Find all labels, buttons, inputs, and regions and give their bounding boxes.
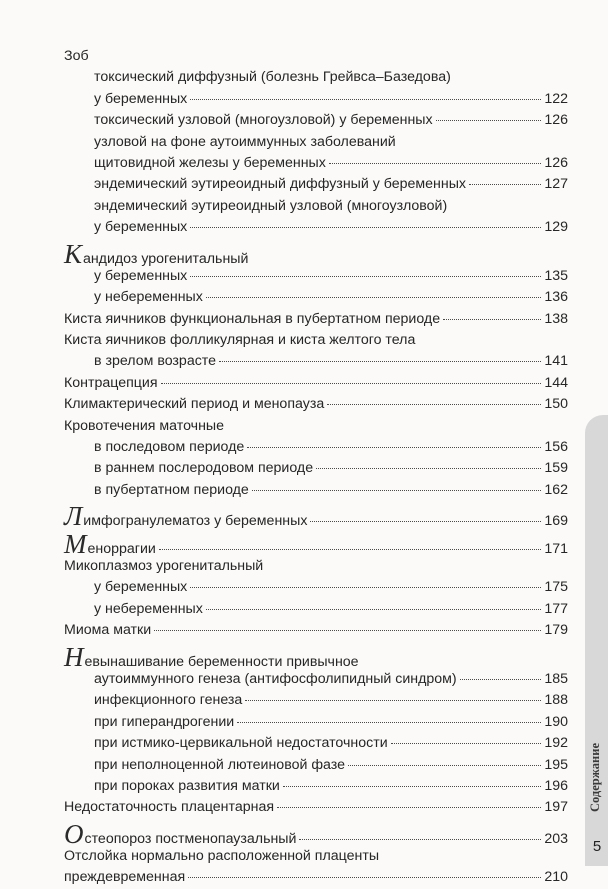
toc-entry: [64, 174, 568, 195]
toc-entry-text: Зоб: [64, 48, 89, 64]
toc-entry-text: при пороках развития матки: [94, 777, 280, 794]
toc-entry: [64, 620, 568, 641]
toc-page-number: 150: [544, 396, 568, 413]
toc-entry-text: у беременных: [94, 579, 188, 596]
toc-page-number: 190: [544, 713, 568, 730]
toc-entry: [64, 458, 568, 479]
toc-entry: [64, 437, 568, 458]
toc-entry: [64, 690, 568, 711]
side-tab-label: Содержание: [588, 742, 602, 812]
toc-entry: [64, 599, 568, 620]
toc-entry: [64, 46, 568, 67]
toc-entry: [64, 394, 568, 415]
toc-page-number: 126: [544, 112, 568, 129]
toc-page-number: 122: [544, 90, 568, 107]
toc-entry-text: у беременных: [94, 219, 188, 236]
toc-page-number: 141: [544, 353, 568, 370]
toc-entry: [64, 351, 568, 372]
toc-entry-text: аутоиммунного генеза (антифосфолипидный синдром): [94, 670, 457, 687]
toc-entry-text: эндемический эутиреоидный узловой (многоузловой): [94, 197, 448, 214]
toc-entry: [64, 238, 568, 269]
toc-entry-text: в зрелом возрасте: [94, 353, 217, 370]
dot-leader: [348, 765, 541, 766]
toc-entry: [64, 733, 568, 754]
toc-entry-text: Контрацепция: [64, 374, 158, 391]
toc-entry: [64, 818, 568, 849]
toc-entry: [64, 556, 568, 577]
toc-entry-text: эндемический эутиреоидный диффузный у беременных: [94, 176, 466, 193]
dot-leader: [316, 468, 541, 469]
toc-page-number: 126: [544, 154, 568, 171]
toc-page-number: 197: [544, 799, 568, 816]
dot-leader: [219, 361, 541, 362]
dot-leader: [247, 447, 541, 448]
dot-leader: [460, 679, 542, 680]
toc-entry: [64, 309, 568, 330]
toc-entry-text: андидоз урогенитальный: [82, 250, 249, 267]
dot-leader: [299, 839, 541, 840]
toc-entry-text: еноррагии: [87, 540, 156, 557]
toc-entry-text: Климактерический период и менопауза: [64, 396, 325, 413]
toc-entry: [64, 712, 568, 733]
dot-leader: [252, 490, 542, 491]
toc-entry: [64, 776, 568, 797]
toc-entry-text: у небеременных: [94, 600, 203, 617]
toc-entry: [64, 287, 568, 308]
dot-leader: [327, 404, 541, 405]
dot-leader: [154, 630, 541, 631]
toc-entry-text: у беременных: [94, 267, 188, 284]
toc-page-number: 196: [544, 777, 568, 794]
toc-entry-text: Микоплазмоз урогенитальный: [64, 557, 264, 574]
dot-leader: [237, 722, 541, 723]
toc-page-number: 203: [544, 830, 568, 847]
dot-leader: [190, 99, 541, 100]
dot-leader: [159, 549, 542, 550]
toc-entry: [64, 110, 568, 131]
toc-entry-text: у небеременных: [94, 289, 203, 306]
dot-leader: [277, 807, 541, 808]
toc-entry: [64, 501, 568, 532]
toc-entry: [64, 330, 568, 351]
toc-entry-text: при неполноценной лютеиновой фазе: [94, 756, 345, 773]
toc-entry-text: при истмико-цервикальной недостаточности: [94, 735, 388, 752]
toc-entry: [64, 132, 568, 153]
dot-leader: [391, 743, 542, 744]
toc-page-number: 159: [544, 460, 568, 477]
dot-leader: [245, 700, 541, 701]
toc-page-number: 185: [544, 670, 568, 687]
toc-entry-text: щитовидной железы у беременных: [94, 154, 326, 171]
toc-page-number: 135: [544, 267, 568, 284]
toc-entry: [64, 577, 568, 598]
toc-page-number: 192: [544, 735, 568, 752]
section-initial: Л: [64, 501, 83, 532]
toc-entry-text: инфекционного генеза: [94, 692, 243, 709]
toc-entry: [64, 217, 568, 238]
toc-entry: [64, 867, 568, 888]
dot-leader: [188, 877, 541, 878]
toc-page-number: 136: [544, 289, 568, 306]
toc-entry: [64, 480, 568, 501]
dot-leader: [206, 609, 541, 610]
toc-entry: [64, 416, 568, 437]
dot-leader: [190, 587, 541, 588]
section-initial: Н: [64, 641, 84, 672]
toc-page-number: 162: [544, 481, 568, 498]
toc-entry: [64, 755, 568, 776]
toc-entry-text: преждевременная: [64, 869, 186, 886]
toc-entry-text: узловой на фоне аутоиммунных заболеваний: [94, 133, 396, 150]
toc-entry-text: в раннем послеродовом периоде: [94, 460, 314, 477]
toc-entry-text: токсический узловой (многоузловой) у беременных: [94, 112, 433, 129]
toc-page-number: 156: [544, 439, 568, 456]
toc-entry-text: имфогранулематоз у беременных: [83, 513, 308, 530]
dot-leader: [190, 227, 541, 228]
toc-entry: [64, 67, 568, 88]
toc-page-number: 179: [544, 622, 568, 639]
toc-entry-text: Миома матки: [64, 622, 152, 639]
toc-entry-text: Кровотечения маточные: [64, 417, 224, 434]
dot-leader: [436, 120, 542, 121]
dot-leader: [443, 319, 541, 320]
toc-entry: [64, 669, 568, 690]
toc-page-number: 177: [544, 600, 568, 617]
toc-entry-text: Недостаточность плацентарная: [64, 799, 275, 816]
dot-leader: [206, 297, 541, 298]
toc-page-number: 129: [544, 219, 568, 236]
toc-entry: [64, 373, 568, 394]
section-initial: К: [64, 238, 82, 269]
toc-page-number: 171: [544, 540, 568, 557]
dot-leader: [190, 276, 541, 277]
toc-entry-text: Киста яичников фолликулярная и киста желтого тела: [64, 332, 416, 349]
toc-entry-text: токсический диффузный (болезнь Грейвса–Базедова): [94, 69, 451, 86]
toc-entry: [64, 89, 568, 110]
toc-entry-text: Киста яичников функциональная в пубертатном периоде: [64, 310, 441, 327]
toc-page-number: 210: [544, 869, 568, 886]
dot-leader: [161, 383, 542, 384]
toc-entry: [64, 528, 568, 559]
toc-entry-text: при гиперандрогении: [94, 713, 235, 730]
dot-leader: [469, 184, 541, 185]
toc-page-number: 127: [544, 176, 568, 193]
toc-entry: [64, 196, 568, 217]
toc-entry-text: Отслойка нормально расположенной плаценты: [64, 848, 380, 865]
toc-entry-text: стеопороз постменопаузальный: [84, 830, 297, 847]
toc-entry-text: у беременных: [94, 90, 188, 107]
dot-leader: [283, 786, 541, 787]
toc-page-number: 144: [544, 374, 568, 391]
toc-page-number: 138: [544, 310, 568, 327]
dot-leader: [329, 163, 541, 164]
toc-entry-text: в пубертатном периоде: [94, 481, 249, 498]
section-initial: М: [64, 528, 87, 559]
toc-entry: [64, 266, 568, 287]
toc-entry-text: евынашивание беременности привычное: [84, 653, 359, 670]
dot-leader: [310, 521, 541, 522]
toc-entry-text: в последовом периоде: [94, 439, 245, 456]
table-of-contents: [64, 46, 568, 889]
toc-entry: [64, 846, 568, 867]
toc-page-number: 188: [544, 692, 568, 709]
page-number: 5: [592, 838, 602, 855]
toc-page-number: 175: [544, 579, 568, 596]
toc-page-number: 195: [544, 756, 568, 773]
toc-page-number: 169: [544, 513, 568, 530]
section-initial: О: [64, 818, 84, 849]
toc-entry: [64, 641, 568, 672]
toc-entry: [64, 797, 568, 818]
toc-entry: [64, 153, 568, 174]
